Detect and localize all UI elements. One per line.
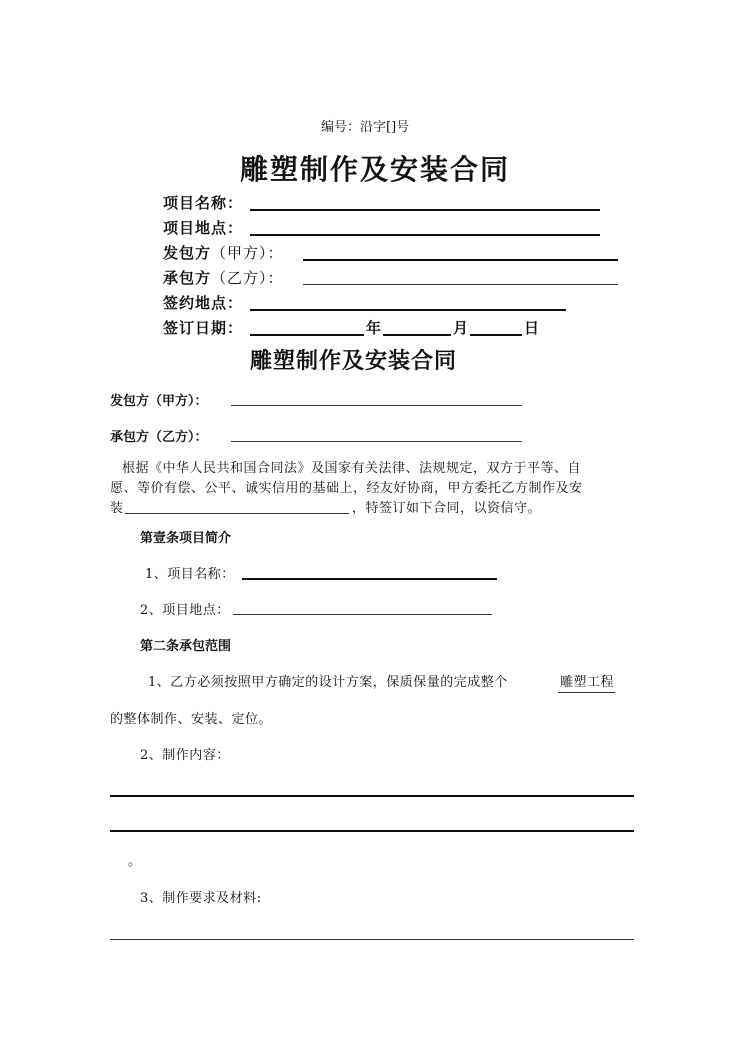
party-b-label: 承包方（乙方）：: [110, 430, 208, 445]
cover-sign-location-label: 签约地点：: [163, 294, 244, 312]
content-line-2[interactable]: [110, 830, 634, 832]
cover-party-a-prefix: 发包方: [163, 244, 212, 262]
article-2-clause-1-cont: 的整体制作、安装、定位。: [110, 712, 273, 727]
cover-party-a-suffix: （甲方）：: [211, 244, 284, 262]
article-2-clause-2-label: 2、制作内容：: [140, 748, 230, 763]
article-1-item-1-blank[interactable]: [242, 578, 497, 580]
article-1-heading: 第壹条项目简介: [140, 531, 232, 546]
cover-year-blank[interactable]: [250, 334, 364, 336]
cover-month-blank[interactable]: [383, 334, 451, 336]
contract-title: 雕塑制作及安装合同: [250, 348, 458, 374]
serial-number: 编号：沿字[]号: [321, 120, 410, 135]
cover-year-label: 年: [366, 319, 383, 337]
cover-project-location-label: 项目地点：: [163, 219, 244, 237]
party-a-blank[interactable]: [231, 405, 522, 406]
article-1-item-1-label: 1、项目名称：: [145, 567, 235, 582]
cover-day-blank[interactable]: [470, 334, 522, 336]
article-2-clause-1-fill: 雕塑工程: [558, 671, 615, 693]
cover-party-b-label: [163, 267, 284, 288]
cover-party-a-blank[interactable]: [303, 259, 618, 261]
cover-party-b-blank[interactable]: [303, 284, 618, 285]
cover-day-label: 日: [524, 319, 541, 337]
party-b-blank[interactable]: [231, 441, 522, 442]
article-2-clause-3-label: 3、制作要求及材料:: [140, 891, 262, 906]
materials-line-1[interactable]: [110, 939, 634, 940]
cover-party-b-suffix: （乙方）：: [211, 269, 284, 287]
article-1-item-2-blank[interactable]: [233, 614, 492, 615]
intro-line-3-suffix: ，特签订如下合同，以资信守。: [352, 501, 542, 516]
cover-sign-location-blank[interactable]: [250, 309, 566, 311]
cover-party-b-prefix: 承包方: [163, 269, 212, 287]
cover-month-label: 月: [453, 319, 470, 337]
party-a-label: 发包方（甲方）：: [110, 394, 208, 409]
cover-title: 雕塑制作及安装合同: [240, 153, 511, 186]
intro-line-1: 根据《中华人民共和国合同法》及国家有关法律、法规规定，双方于平等、自: [122, 461, 582, 476]
cover-project-name-blank[interactable]: [250, 209, 600, 211]
intro-install-blank[interactable]: [125, 513, 349, 514]
intro-line-2: 愿、等价有偿、公平、诚实信用的基础上，经友好协商，甲方委托乙方制作及安: [110, 481, 583, 496]
cover-project-location-blank[interactable]: [250, 234, 600, 236]
content-line-1[interactable]: [110, 795, 634, 797]
intro-line-3-prefix: 装: [110, 501, 124, 516]
cover-project-name-label: 项目名称：: [163, 194, 244, 212]
article-2-heading: 第二条承包范围: [140, 639, 232, 654]
cover-sign-date-label: 签订日期：: [163, 319, 244, 337]
article-1-item-2-label: 2、项目地点：: [140, 603, 230, 618]
cover-party-a-label: [163, 242, 284, 263]
content-period: 。: [128, 854, 142, 869]
article-2-clause-1-prefix: 1、乙方必须按照甲方确定的设计方案，保质保量的完成整个: [148, 675, 508, 690]
